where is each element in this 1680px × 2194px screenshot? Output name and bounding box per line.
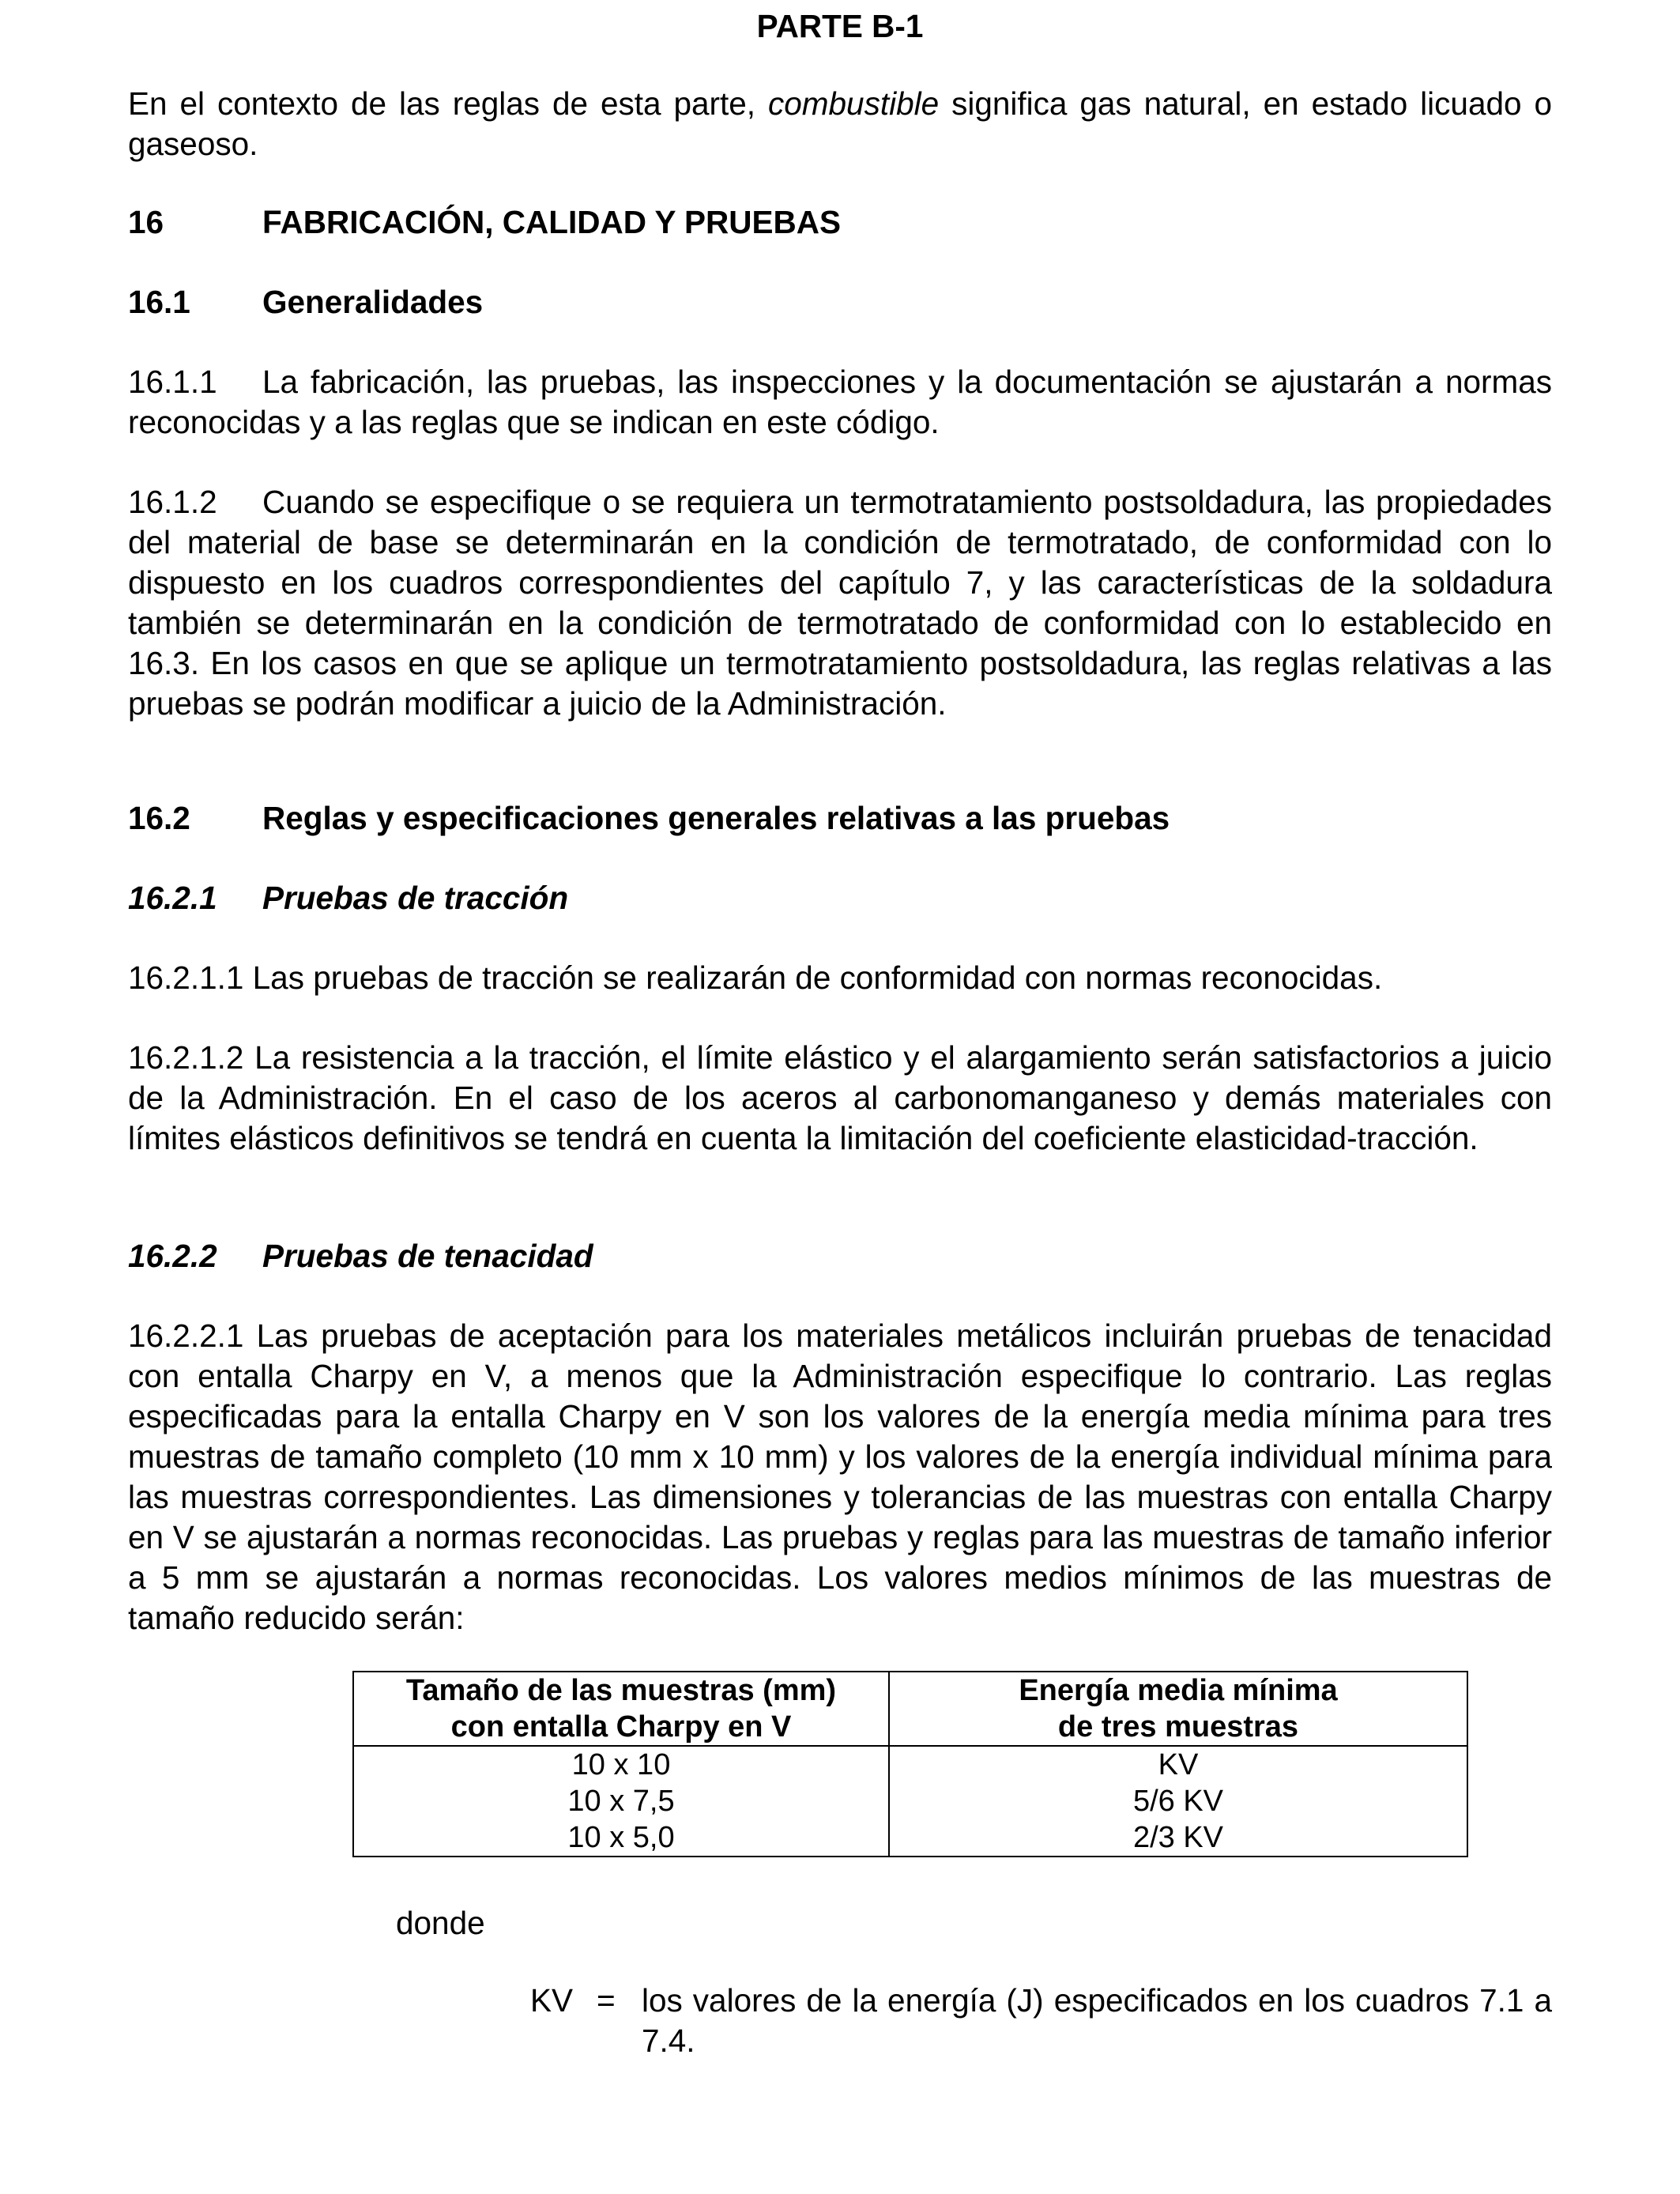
charpy-energy-table: [352, 1671, 1468, 1857]
table-header-size: [353, 1672, 889, 1746]
paragraph-text: La resistencia a la tracción, el límite elástico y el alargamiento serán satisfactorios a juicio de la Administración. En el caso de los aceros al carbonomanganeso y demás materiales con límites elásticos definitivos se tendrá en cuenta la limitación del coeficiente elasticidad-tracción.: [128, 1039, 1552, 1156]
paragraph-text: Cuando se especifique o se requiera un termotratamiento postsoldadura, las propiedades del material de base se determinarán en la condición de termotratado, de conformidad con lo dispuesto en los cuadros correspondientes del capítulo 7, y las características de la soldadura también se determinarán en la condición de termotratado de conformidad con lo establecido en 16.3. En los casos en que se aplique un termotratamiento postsoldadura, las reglas relativas a las pruebas se podrán modificar a juicio de la Administración.: [128, 484, 1552, 722]
paragraph-text: La fabricación, las pruebas, las inspecciones y la documentación se ajustarán a normas reconocidas y a las reglas que se indican en este código.: [128, 364, 1552, 440]
paragraph-text: Las pruebas de aceptación para los materiales metálicos incluirán pruebas de tenacidad con entalla Charpy en V, a menos que la Administración especifique lo contrario. Las reglas especificadas para la entalla Charpy en V son los valores de la energía media mínima para tres muestras de tamaño completo (10 mm x 10 mm) y los valores de la energía individual mínima para las muestras correspondientes. Las dimensiones y tolerancias de las muestras con entalla Charpy en V se ajustarán a normas reconocidas. Las pruebas y reglas para las muestras de tamaño inferior a 5 mm se ajustarán a normas reconocidas. Los valores medios mínimos de las muestras de tamaño reducido serán:: [128, 1318, 1552, 1636]
section-title: FABRICACIÓN, CALIDAD Y PRUEBAS: [262, 204, 842, 240]
paragraph-number: 16.2.1.1: [128, 959, 244, 996]
definition-equals: =: [597, 1982, 616, 2019]
paragraph-number: 16.1.1: [128, 364, 217, 400]
part-title: PARTE B-1: [756, 8, 924, 44]
table-cell-size: 10 x 5,0: [567, 1821, 675, 1854]
section-number: 16.2.2: [128, 1238, 217, 1274]
intro-paragraph: [128, 84, 1552, 164]
paragraph-text: Las pruebas de tracción se realizarán de conformidad con normas reconocidas.: [252, 959, 1383, 996]
section-16-heading: [128, 202, 841, 243]
paragraph-16-2-2-1: [128, 1316, 1552, 1638]
table-cell-energy: 2/3 KV: [1132, 1821, 1224, 1854]
intro-text-before: En el contexto de las reglas de esta parte,: [128, 85, 769, 122]
table-cell-size: 10 x 10: [571, 1748, 671, 1781]
table-body-row: [353, 1746, 1467, 1857]
section-16-2-2-heading: [128, 1236, 593, 1276]
section-16-2-heading: [128, 798, 1170, 839]
header-line: de tres muestras: [1057, 1710, 1299, 1744]
section-title: Reglas y especificaciones generales relativas a las pruebas: [262, 800, 1170, 836]
section-16-2-1-heading: [128, 878, 568, 918]
section-number: 16: [128, 204, 164, 240]
table-cell-energy: 5/6 KV: [1132, 1785, 1224, 1818]
section-title: Generalidades: [262, 284, 484, 320]
section-16-1-heading: [128, 282, 483, 322]
paragraph-number: 16.1.2: [128, 484, 217, 520]
size-column: [353, 1746, 889, 1857]
paragraph-16-2-1-2: [128, 1038, 1552, 1159]
table-header-row: [353, 1672, 1467, 1746]
paragraph-number: 16.2.1.2: [128, 1039, 244, 1076]
section-title: Pruebas de tracción: [262, 880, 569, 916]
definition-text: los valores de la energía (J) especificados en los cuadros 7.1 a 7.4.: [642, 1982, 1552, 2059]
donde-label: donde: [396, 1905, 485, 1941]
table-header-energy: [889, 1672, 1467, 1746]
section-number: 16.2: [128, 800, 190, 836]
section-number: 16.2.1: [128, 880, 217, 916]
intro-text-after: significa gas natural, en estado licuado o gaseoso.: [128, 85, 1552, 162]
table-cell-energy: KV: [1158, 1748, 1199, 1781]
energy-column: [889, 1746, 1467, 1857]
paragraph-number: 16.2.2.1: [128, 1318, 244, 1354]
section-title: Pruebas de tenacidad: [262, 1238, 593, 1274]
definition-term: KV: [530, 1982, 574, 2019]
paragraph-16-1-1: [128, 362, 1552, 443]
paragraph-16-2-1-1: [128, 958, 1552, 998]
intro-defined-term: combustible: [768, 85, 940, 122]
section-number: 16.1: [128, 284, 190, 320]
table-cell-size: 10 x 7,5: [567, 1785, 675, 1818]
header-line: Energía media mínima: [1019, 1674, 1338, 1707]
paragraph-16-1-2: [128, 482, 1552, 724]
header-line: con entalla Charpy en V: [450, 1710, 792, 1744]
header-line: Tamaño de las muestras (mm): [405, 1674, 837, 1707]
